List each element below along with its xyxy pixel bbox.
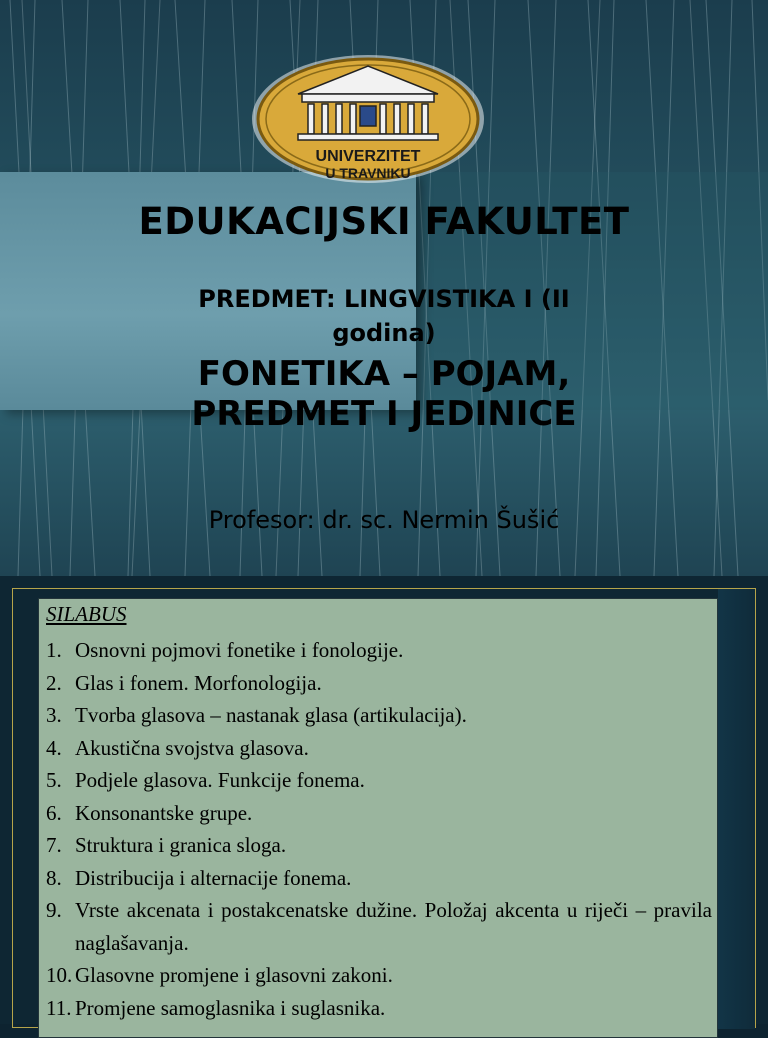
item-text: Glasovne promjene i glasovni zakoni. [75,963,393,987]
list-item [46,699,712,732]
syllabus-slide [0,576,768,1024]
subject-line-1: PREDMET: LINGVISTIKA I (II [198,285,570,313]
list-item [46,667,712,700]
item-text: Akustična svojstva glasova. [75,735,309,760]
subject-title [0,282,768,350]
faculty-title: EDUKACIJSKI FAKULTET [138,200,630,243]
item-number: 3. [46,703,62,727]
list-item [46,797,712,830]
item-text: Promjene samoglasnika i suglasnika. [75,995,386,1020]
item-text: Glas i fonem. Morfonologija. [75,670,322,695]
list-item [46,732,712,765]
item-text: Podjele glasova. Funkcije fonema. [75,768,365,792]
item-number: 5. [46,768,62,792]
list-item [46,862,712,895]
side-strip [718,589,755,1029]
syllabus-list [46,634,712,1024]
list-item [46,829,712,862]
item-number: 2. [46,670,62,695]
subject-line-2: godina) [332,319,436,347]
item-number: 7. [46,833,62,857]
topic-line-1: FONETIKA – POJAM, [197,354,571,394]
item-text: Distribucija i alternacije fonema. [75,865,352,890]
logo-line1: UNIVERZITET [315,148,421,165]
item-number: 11. [46,995,72,1020]
syllabus-heading: SILABUS [46,602,127,626]
item-number: 8. [46,865,62,890]
university-logo [250,52,486,186]
item-number: 10. [46,963,73,987]
topic-line-2: PREDMET I JEDINICE [191,394,577,434]
logo-line2: U TRAVNIKU [325,165,411,181]
item-number: 4. [46,735,62,760]
item-text: Struktura i granica sloga. [75,833,287,857]
item-number: 9. [46,898,62,922]
item-text: Konsonantske grupe. [75,800,253,825]
item-text: Osnovni pojmovi fonetike i fonologije. [75,638,404,662]
item-number: 1. [46,638,62,662]
topic-title [0,354,768,434]
list-item [46,992,712,1025]
item-text: Vrste akcenata i postakcenatske dužine. Položaj akcenta u riječi – pravila naglašavanja. [75,898,712,955]
syllabus-box [38,598,718,1038]
list-item [46,894,712,959]
list-item [46,634,712,667]
item-number: 6. [46,800,62,825]
list-item [46,959,712,992]
item-text: Tvorba glasova – nastanak glasa (artikulacija). [75,703,467,727]
list-item [46,764,712,797]
professor-line: Profesor: dr. sc. Nermin Šušić [208,506,560,534]
